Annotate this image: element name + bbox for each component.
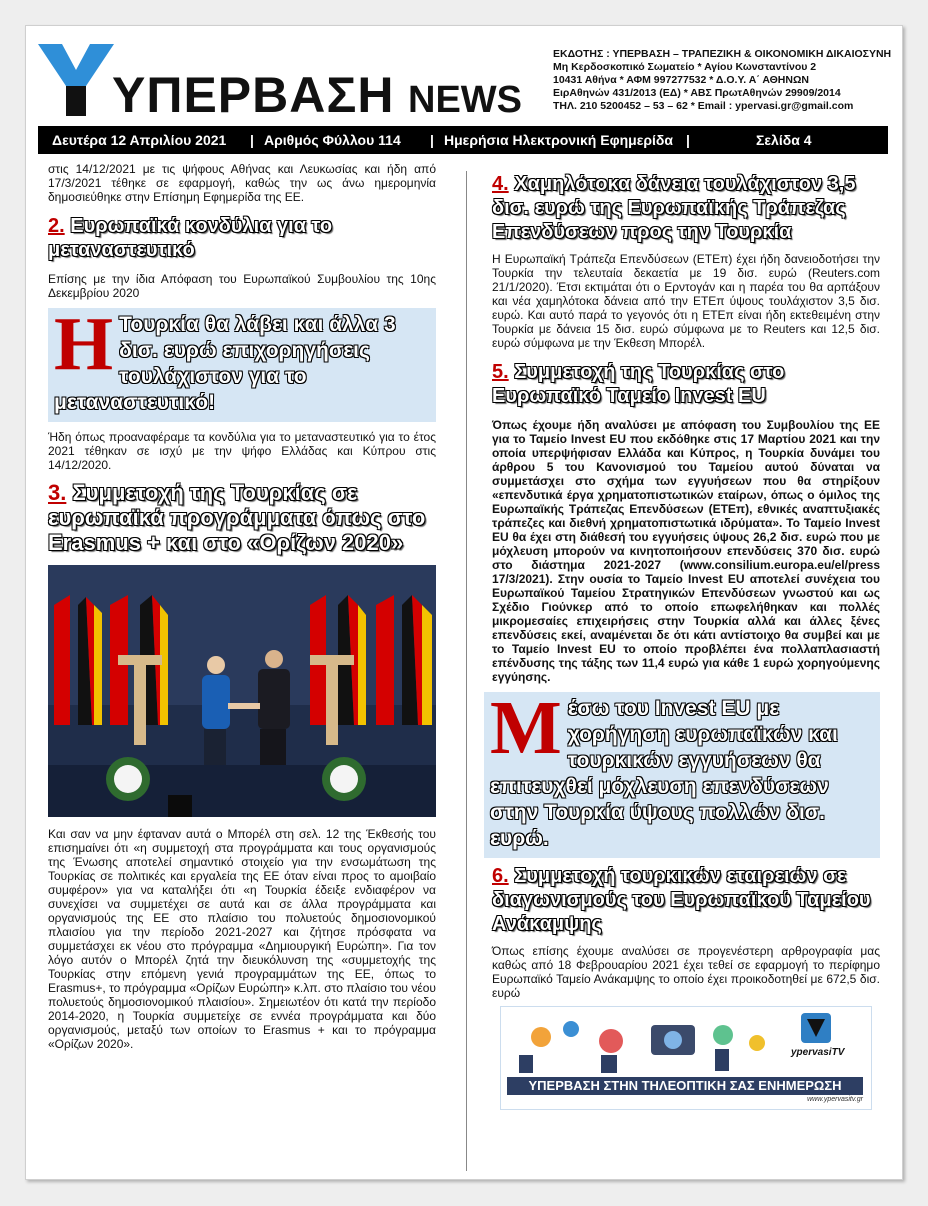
issue-number: Αριθμός Φύλλου 114 [264,132,401,148]
pull-quote-2 [484,686,880,858]
drop-cap: Η [54,302,114,386]
section-5-para: Όπως έχουμε ήδη αναλύσει με απόφαση του Συμβουλίου της ΕΕ για το Ταμείο Invest EU που εκδόθηκε στις 17 Μαρτίου 2021 και την οποία υπερψήφισαν Ελλάδα και Κύπρος, η Τουρκία δυνάμει του άρθρου 5 του Κανονισμού του Ταμείου αυτού δύναται να συμμετάσχει στο σχήμα των εγγυήσεων που θα στηρίξουν «επενδυτικά έργα χρηματοπιστωτικών εταίρων, όπως ο όμιλος της Ευρωπαϊκής Τράπεζας Επενδύσεων (ΕΤΕπ), εθνικές αναπτυξιακές τράπεζες και διεθνή χρηματοπιστωτικά ιδρύματα». Το Ταμείο Invest EU θα έχει στη διάθεσή του εγγυήσεις ύψους 26,2 δισ. ευρώ που με μόχλευση μπορούν να κινητοποιήσουν επενδύσεις 370 δισ. ευρώ στο διάστημα 2021-2027 (www.consilium.europa.eu/el/press 17/3/2021). Στην ουσία το Ταμείο Invest EU αποτελεί συνέχεια του Ευρωπαϊκού Ταμείου Στρατηγικών Επενδύσεων γνωστού και ως Σχέδιο Γιούνκερ από το οποίο επωφελήθηκαν και πολλές μικρομεσαίες επιχειρήσεις στην Τουρκία αλλά και άλλες ξένες επενδύσεις εκεί, αναμένεται δε ότι κάτι αντίστοιχο θα συμβεί και με το Ταμείο Invest EU το οποίο προβλέπει ένα πολλαπλασιαστή επένδυσης της τάξης των 11,4 ευρώ για κάθε 1 ευρώ χορηγούμενης εγγύησης. [492,418,880,684]
issue-sep: | [430,132,434,148]
section-number: 6. [492,865,509,887]
section-3-heading [48,480,436,555]
section-title: Ευρωπαϊκά κονδύλια για το μεταναστευτικό [48,215,333,261]
left-column [48,162,436,1051]
issue-date: Δευτέρα 12 Απριλίου 2021 [52,132,227,148]
section-2-para: Επίσης με την ίδια Απόφαση του Ευρωπαϊκού Συμβουλίου της 10ης Δεκεμβρίου 2020 [48,272,436,300]
section-5-heading [492,360,880,408]
section-3-para: Και σαν να μην έφταναν αυτά ο Μπορέλ στη σελ. 12 της Έκθεσής του επισημαίνει ότι «η συμμετοχή στα προγράμματα και τους οργανισμούς της Ένωσης αποτελεί σημαντικό στοιχείο για την ενσωμάτωση της Τουρκίας σε πολιτικές και εργαλεία της ΕΕ όταν είναι προς το αμοιβαίο συμφέρον» για να καταλήξει ότι «η Τουρκία έδειξε ενδιαφέρον να συνεχίσει να συμμετέχει σε αυτά και σε άλλα προγράμματα και οργανισμούς της ΕΕ στο πλαίσιο του πολυετούς δημοσιονομικού πλαισίου για την περίοδο 2021-2027 και ζήτησε πρόσφατα να συμμετάσχει εκ νέου στο πρόγραμμα «Δημιουργική Ευρώπη». Για τον λόγο αυτόν ο Μπορέλ ζητά την διευκόλυνση της «συμμετοχής της Τουρκίας στην επόμενη γενιά προγραμμάτων της ΕΕ, όπως το Erasmus+, το πρόγραμμα «Ορίζων Ευρώπη» κ.λπ. στο πλαίσιο του νέου πολυετούς δημοσιονομικού πλαισίου». Σημειωτέον ότι κατά την περίοδο 2014-2020, η Τουρκία συμμετείχε σε εννέα προγράμματα και δύο οργανισμούς, μεταξύ των οποίων το Erasmus + και το πρόγραμμα «Ορίζων 2020». [48,827,436,1051]
banner-url[interactable]: www.ypervasitv.gr [807,1096,863,1103]
section-number: 3. [48,480,67,505]
section-title: Χαμηλότοκα δάνεια τουλάχιστον 3,5 δισ. ευρώ της Ευρωπαϊκής Τράπεζας Επενδύσεων προς την Τουρκία [492,173,856,243]
issue-bar [38,126,888,154]
publisher-line: ΕιρΑθηνών 431/2013 (ΕΔ) * ΑΒΣ ΠρωτΑθηνών 29909/2014 [553,87,841,99]
tv-logo-icon [801,1013,831,1043]
issue-page: Σελίδα 4 [756,132,812,148]
photo-illustration [48,565,436,817]
pull-quote-1 [48,302,436,422]
column-divider [466,171,467,1171]
banner-brand: ypervasiTV [791,1047,845,1058]
issue-type: Ημερήσια Ηλεκτρονική Εφημερίδα [444,132,673,148]
section-4-para: Η Ευρωπαϊκή Τράπεζα Επενδύσεων (ΕΤΕπ) έχει ήδη δανειοδοτήσει την Τουρκία την τελευταία δεκαετία με 19 δισ. ευρώ (Reuters.com 21/1/2020). Έτσι εκτιμάται ότι ο Ερντογάν και η παρέα του θα αρπάξουν και νέα χαμηλότοκα δάνεια από την ΕΤΕπ ύψους τουλάχιστον 3,5 δισ. ευρώ. Και αυτό παρά το γεγονός ότι η ΕΤΕπ είναι ήδη εκτεθειμένη στην Τουρκία με δάνεια 15 δισ. ευρώ σύμφωνα με το Reuters και 12,5 δισ. ευρώ σύμφωνα με την Έκθεση Μπορέλ. [492,252,880,350]
pull-quote-text: Τουρκία θα λάβει και άλλα 3 δισ. ευρώ επιχορηγήσεις τουλάχιστον για το μεταναστευτικό! [54,313,396,414]
publisher-line: Μη Κερδοσκοπικό Σωματείο * Αγίου Κωνσταντίνου 2 [553,61,817,73]
banner-tagline: ΥΠΕΡΒΑΣΗ ΣΤΗΝ ΤΗΛΕΟΠΤΙΚΗ ΣΑΣ ΕΝΗΜΕΡΩΣΗ [507,1077,863,1095]
issue-sep: | [250,132,254,148]
section-6-para: Όπως επίσης έχουμε αναλύσει σε προγενέστερη αρθρογραφία μας καθώς από 18 Φεβρουαρίου 2021 έχει τεθεί σε εφαρμογή το περίφημο Ευρωπαϊκό Ταμείο Ανάκαμψης το οποίο έχει προικοδοτηθεί με 672,5 δισ. ευρώ [492,944,880,1000]
publisher-line: ΤΗΛ. 210 5200452 – 53 – 62 * Email : ypervasi.gr@gmail.com [553,100,854,112]
newspaper-page [25,25,903,1180]
issue-sep: | [686,132,690,148]
pull-quote-text: έσω του Invest EU με χορήγηση ευρωπαϊκών και τουρκικών εγγυήσεων θα επιτευχθεί μόχλευση επενδύσεων στην Τουρκία ύψους πολλών δισ. ευρώ. [490,697,838,850]
section-number: 4. [492,173,509,195]
drop-cap: Μ [490,686,562,770]
news-photo [48,565,436,817]
section-number: 2. [48,215,65,237]
masthead-logo [36,40,522,123]
section-title: Συμμετοχή τουρκικών εταιρειών σε διαγωνισμούς του Ευρωπαϊκού Ταμείου Ανάκαμψης [492,865,871,935]
logo-graphic [36,40,522,123]
intro-paragraph: στις 14/12/2021 με τις ψήφους Αθήνας και Λευκωσίας και ήδη από 17/3/2021 τέθηκε σε εφαρμογή, καθώς την ως άνω ημερομηνία δημοσιεύθηκε στην Επίσημη Εφημερίδα της ΕΕ. [48,162,436,204]
publisher-line: ΕΚΔΟΤΗΣ : ΥΠΕΡΒΑΣΗ – ΤΡΑΠΕΖΙΚΗ & ΟΙΚΟΝΟΜΙΚΗ ΔΙΚΑΙΟΣΥΝΗ [553,48,892,60]
publisher-line: 10431 Αθήνα * ΑΦΜ 997277532 * Δ.Ο.Υ. Α΄ ΑΘΗΝΩΝ [553,74,809,86]
section-6-heading [492,864,880,936]
section-2-heading [48,214,436,262]
logo-news: NEWS [408,79,522,121]
section-2-para-2: Ήδη όπως προαναφέραμε τα κονδύλια για το μεταναστευτικό για το έτος 2021 τέθηκαν σε ισχύ με την ψήφο Ελλάδας και Κύπρου στις 14/12/2020. [48,430,436,472]
tv-banner[interactable] [500,1006,872,1110]
section-4-heading [492,172,880,244]
logo-wordmark: ΥΠΕΡΒΑΣΗ [112,67,395,123]
section-title: Συμμετοχή της Τουρκίας σε ευρωπαϊκά προγράμματα όπως στο Erasmus + και στο «Ορίζων 2020» [48,480,426,555]
right-column [492,172,880,1110]
publisher-info [553,48,898,113]
section-title: Συμμετοχή της Τουρκίας στο Ευρωπαϊκό Ταμείο Invest EU [492,361,785,407]
section-number: 5. [492,361,509,383]
